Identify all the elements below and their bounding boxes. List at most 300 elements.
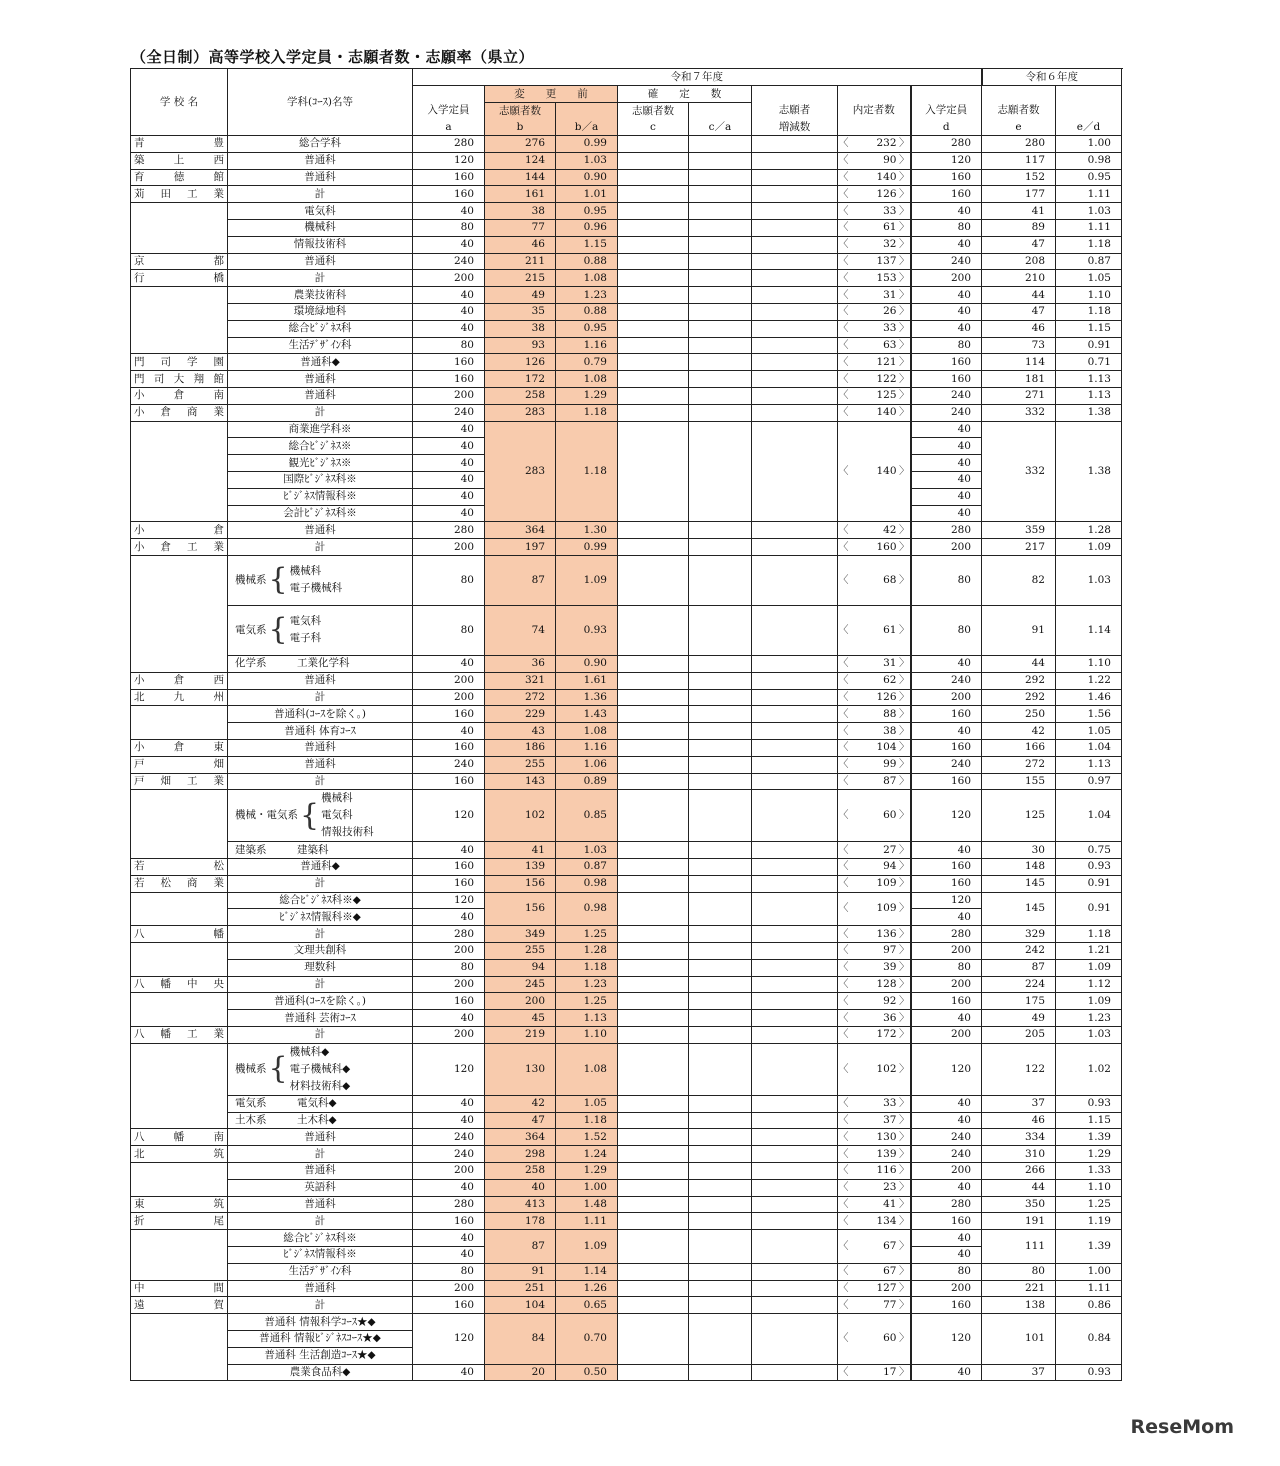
table-cell: 160 — [911, 706, 982, 723]
table-cell: 1.11 — [1056, 186, 1122, 203]
col-dept: 学科(ｺｰｽ)名等 — [228, 69, 413, 136]
table-cell — [689, 320, 752, 337]
table-cell: 47 — [982, 303, 1056, 320]
table-cell: 0.98 — [1056, 152, 1122, 169]
table-row — [131, 1364, 1122, 1381]
table-cell: 八幡 — [131, 926, 228, 943]
table-cell — [689, 1129, 752, 1146]
table-cell: 200 — [485, 993, 556, 1010]
table-cell: 1.05 — [1056, 723, 1122, 740]
header-cell: e／d — [1056, 119, 1122, 136]
table-cell: 電気系 電気科◆ — [228, 1095, 413, 1112]
table-row — [131, 790, 1122, 842]
table-cell — [618, 320, 689, 337]
table-cell: 217 — [982, 539, 1056, 556]
table-cell: 280 — [413, 926, 485, 943]
table-cell: 120 — [911, 790, 982, 842]
table-cell: 160 — [413, 371, 485, 388]
table-cell: 1.23 — [1056, 1010, 1122, 1027]
table-cell: 80 — [413, 555, 485, 605]
table-cell: 94 — [485, 959, 556, 976]
table-cell: 160 — [413, 186, 485, 203]
table-cell — [752, 706, 838, 723]
table-cell: 160 — [413, 773, 485, 790]
table-cell — [752, 522, 838, 539]
table-cell — [752, 892, 838, 926]
table-cell: 遠賀 — [131, 1297, 228, 1314]
table-cell — [689, 892, 752, 926]
table-cell: 276 — [485, 136, 556, 153]
table-cell: 1.14 — [556, 1263, 618, 1280]
table-cell: 40 — [911, 1112, 982, 1129]
table-cell: 120 — [911, 152, 982, 169]
table-cell — [752, 842, 838, 859]
table-cell — [752, 371, 838, 388]
table-cell: 普通科(ｺｰｽを除く。) — [228, 993, 413, 1010]
table-cell: 255 — [485, 943, 556, 960]
table-row — [131, 287, 1122, 304]
table-cell: 40 — [911, 1364, 982, 1381]
table-cell — [618, 1280, 689, 1297]
table-cell: 1.00 — [556, 1179, 618, 1196]
table-cell — [618, 1196, 689, 1213]
table-cell — [131, 471, 228, 488]
table-cell — [689, 1263, 752, 1280]
table-cell — [618, 723, 689, 740]
table-cell — [689, 739, 752, 756]
table-cell: ﾋﾞｼﾞﾈｽ情報科※◆ — [228, 909, 413, 926]
table-cell — [618, 1230, 689, 1264]
table-cell: 43 — [485, 723, 556, 740]
table-cell: 1.30 — [556, 522, 618, 539]
table-cell — [752, 421, 838, 522]
table-cell: 37 — [982, 1364, 1056, 1381]
table-cell: 1.08 — [556, 371, 618, 388]
table-cell: 1.05 — [556, 1095, 618, 1112]
table-cell: 〈 130 〉 — [838, 1129, 911, 1146]
table-cell: 245 — [485, 976, 556, 993]
table-cell: 200 — [413, 539, 485, 556]
table-cell — [618, 1163, 689, 1180]
table-cell: 240 — [911, 253, 982, 270]
table-cell: ﾋﾞｼﾞﾈｽ情報科※ — [228, 1247, 413, 1264]
table-cell: 機械・電気系 { 機械科 電気科 情報技術科 — [228, 790, 413, 842]
table-cell: 1.38 — [1056, 404, 1122, 421]
table-cell: 1.10 — [1056, 655, 1122, 672]
table-cell: 160 — [413, 739, 485, 756]
table-cell: 364 — [485, 522, 556, 539]
site-logo: ReseMom — [1130, 1416, 1234, 1438]
table-cell — [752, 605, 838, 655]
col-before: 変 更 前 — [485, 86, 618, 103]
table-cell: 280 — [413, 522, 485, 539]
table-cell: 200 — [911, 1280, 982, 1297]
table-cell: 160 — [413, 993, 485, 1010]
table-cell — [689, 337, 752, 354]
table-cell: 166 — [982, 739, 1056, 756]
table-cell: 200 — [911, 943, 982, 960]
table-cell: 160 — [911, 739, 982, 756]
header-cell — [838, 86, 911, 103]
table-cell: 125 — [982, 790, 1056, 842]
table-cell — [752, 1095, 838, 1112]
table-cell: 49 — [982, 1010, 1056, 1027]
table-cell — [752, 1179, 838, 1196]
table-cell: 120 — [413, 152, 485, 169]
table-cell — [689, 287, 752, 304]
table-cell — [752, 859, 838, 876]
table-cell — [131, 1314, 228, 1331]
table-cell: 普通科 — [228, 756, 413, 773]
table-cell: 0.95 — [556, 320, 618, 337]
header-cell: 志願者数 — [982, 103, 1056, 120]
table-cell: 0.87 — [1056, 253, 1122, 270]
table-cell: 89 — [982, 219, 1056, 236]
table-cell — [689, 993, 752, 1010]
table-cell: 計 — [228, 976, 413, 993]
table-cell: 215 — [485, 270, 556, 287]
table-cell: 177 — [982, 186, 1056, 203]
table-cell: 160 — [413, 354, 485, 371]
table-row — [131, 773, 1122, 790]
table-cell — [689, 756, 752, 773]
table-cell: 〈 140 〉 — [838, 404, 911, 421]
table-cell — [752, 993, 838, 1010]
table-cell: 東筑 — [131, 1196, 228, 1213]
table-cell: 門司大翔館 — [131, 371, 228, 388]
table-cell: 349 — [485, 926, 556, 943]
table-cell: 〈 61 〉 — [838, 219, 911, 236]
table-cell: 40 — [911, 203, 982, 220]
table-cell: 〈 68 〉 — [838, 555, 911, 605]
table-row — [131, 1280, 1122, 1297]
table-cell: 80 — [911, 555, 982, 605]
table-cell: 〈 31 〉 — [838, 287, 911, 304]
table-cell: 160 — [413, 706, 485, 723]
table-cell: 小倉南 — [131, 387, 228, 404]
table-cell: 155 — [982, 773, 1056, 790]
table-cell: 1.08 — [556, 270, 618, 287]
table-row — [131, 1112, 1122, 1129]
header-cell: b — [485, 119, 556, 136]
table-cell — [131, 1043, 228, 1095]
table-cell — [131, 892, 228, 909]
table-cell — [618, 371, 689, 388]
table-cell — [131, 1263, 228, 1280]
table-cell: 224 — [982, 976, 1056, 993]
table-cell: 280 — [413, 136, 485, 153]
table-cell: 〈 41 〉 — [838, 1196, 911, 1213]
table-cell — [689, 959, 752, 976]
table-cell: 折尾 — [131, 1213, 228, 1230]
table-cell: 〈 27 〉 — [838, 842, 911, 859]
table-cell: 200 — [911, 689, 982, 706]
table-row — [131, 859, 1122, 876]
table-cell — [618, 739, 689, 756]
table-cell: 40 — [485, 1179, 556, 1196]
table-cell: 321 — [485, 672, 556, 689]
table-cell: 京都 — [131, 253, 228, 270]
table-row — [131, 337, 1122, 354]
table-cell: 1.11 — [556, 1213, 618, 1230]
table-cell: 138 — [982, 1297, 1056, 1314]
table-cell: 40 — [911, 236, 982, 253]
table-cell: 1.18 — [556, 404, 618, 421]
table-cell — [752, 1364, 838, 1381]
table-cell: 211 — [485, 253, 556, 270]
table-cell: 102 — [485, 790, 556, 842]
table-cell: 200 — [413, 672, 485, 689]
table-cell: 40 — [413, 303, 485, 320]
table-cell — [752, 186, 838, 203]
table-cell — [618, 706, 689, 723]
table-cell: 生活ﾃﾞｻﾞｲﾝ科 — [228, 1263, 413, 1280]
table-cell — [689, 689, 752, 706]
table-cell: 北九州 — [131, 689, 228, 706]
table-cell: 200 — [911, 1163, 982, 1180]
table-cell: 178 — [485, 1213, 556, 1230]
table-cell: 111 — [982, 1230, 1056, 1264]
table-cell: 1.16 — [556, 739, 618, 756]
table-cell: 255 — [485, 756, 556, 773]
table-cell — [618, 203, 689, 220]
table-cell — [131, 959, 228, 976]
table-cell: 145 — [982, 875, 1056, 892]
table-cell: 40 — [911, 488, 982, 505]
table-cell: 1.15 — [556, 236, 618, 253]
table-cell: 1.36 — [556, 689, 618, 706]
table-cell: 172 — [485, 371, 556, 388]
table-row — [131, 320, 1122, 337]
header-cell — [1056, 86, 1122, 103]
table-cell: 20 — [485, 1364, 556, 1381]
table-cell — [689, 136, 752, 153]
table-cell — [131, 1247, 228, 1264]
table-cell: 〈 61 〉 — [838, 605, 911, 655]
table-cell: 普通科 — [228, 253, 413, 270]
table-cell: 〈 160 〉 — [838, 539, 911, 556]
table-cell: 1.09 — [1056, 959, 1122, 976]
table-cell: 120 — [911, 1043, 982, 1095]
table-cell — [618, 993, 689, 1010]
table-cell: 258 — [485, 387, 556, 404]
table-cell: 普通科 情報科学ｺｰｽ★◆ — [228, 1314, 413, 1331]
table-cell: 181 — [982, 371, 1056, 388]
table-cell: 1.21 — [1056, 943, 1122, 960]
table-cell — [752, 1146, 838, 1163]
table-cell: 〈 126 〉 — [838, 186, 911, 203]
table-cell: 40 — [413, 471, 485, 488]
table-cell: 1.10 — [1056, 1179, 1122, 1196]
table-cell — [752, 723, 838, 740]
header-cell: b／a — [556, 119, 618, 136]
table-cell: 戸畑 — [131, 756, 228, 773]
table-cell — [618, 605, 689, 655]
table-row — [131, 203, 1122, 220]
table-cell: 機械系 { 機械科 電子機械科 — [228, 555, 413, 605]
table-cell: 87 — [982, 959, 1056, 976]
table-cell: 〈 60 〉 — [838, 790, 911, 842]
table-cell: 283 — [485, 404, 556, 421]
table-cell: 0.98 — [556, 892, 618, 926]
table-cell — [689, 1297, 752, 1314]
table-cell: 〈 232 〉 — [838, 136, 911, 153]
table-cell — [131, 421, 228, 438]
col-confirmed: 確 定 数 — [618, 86, 752, 103]
table-cell: 〈 104 〉 — [838, 739, 911, 756]
table-cell: 200 — [413, 1280, 485, 1297]
table-cell: 80 — [911, 219, 982, 236]
table-cell — [618, 287, 689, 304]
table-cell — [618, 136, 689, 153]
table-cell: 1.12 — [1056, 976, 1122, 993]
table-row — [131, 522, 1122, 539]
table-cell — [618, 219, 689, 236]
table-cell: 〈 137 〉 — [838, 253, 911, 270]
table-cell: 〈 33 〉 — [838, 203, 911, 220]
table-cell: 1.38 — [1056, 421, 1122, 522]
table-row — [131, 270, 1122, 287]
table-cell — [689, 270, 752, 287]
table-cell: 普通科 生活創造ｺｰｽ★◆ — [228, 1347, 413, 1364]
table-cell: 117 — [982, 152, 1056, 169]
table-cell: 272 — [485, 689, 556, 706]
table-cell: 280 — [982, 136, 1056, 153]
table-cell: 334 — [982, 1129, 1056, 1146]
table-cell — [689, 539, 752, 556]
table-cell — [752, 404, 838, 421]
table-cell: 35 — [485, 303, 556, 320]
table-cell — [689, 1364, 752, 1381]
table-cell: 〈 90 〉 — [838, 152, 911, 169]
table-cell: 1.02 — [1056, 1043, 1122, 1095]
table-cell — [689, 219, 752, 236]
header-cell: c — [618, 119, 689, 136]
table-cell: 120 — [911, 1314, 982, 1364]
table-cell — [131, 320, 228, 337]
table-cell — [618, 790, 689, 842]
table-row — [131, 253, 1122, 270]
table-cell: 会計ﾋﾞｼﾞﾈｽ科※ — [228, 505, 413, 522]
table-cell — [618, 421, 689, 522]
table-cell: 1.04 — [1056, 739, 1122, 756]
table-cell: 1.46 — [1056, 689, 1122, 706]
table-cell: 〈 63 〉 — [838, 337, 911, 354]
table-cell: 総合学科 — [228, 136, 413, 153]
table-row — [131, 169, 1122, 186]
table-cell — [131, 287, 228, 304]
table-cell — [618, 337, 689, 354]
table-cell: 〈 62 〉 — [838, 672, 911, 689]
col-r7: 令和７年度 — [413, 69, 982, 86]
header-cell: 増減数 — [752, 119, 838, 136]
table-cell: 219 — [485, 1027, 556, 1044]
table-row — [131, 555, 1122, 605]
table-cell: 〈 153 〉 — [838, 270, 911, 287]
table-row — [131, 1179, 1122, 1196]
table-cell: 160 — [911, 993, 982, 1010]
table-cell: 普通科◆ — [228, 354, 413, 371]
table-cell: 普通科 — [228, 1196, 413, 1213]
table-cell: 40 — [911, 455, 982, 472]
table-cell: 40 — [413, 1230, 485, 1247]
table-row — [131, 672, 1122, 689]
table-cell: 359 — [982, 522, 1056, 539]
table-cell: 1.29 — [1056, 1146, 1122, 1163]
table-row — [131, 1043, 1122, 1095]
table-cell: 1.11 — [1056, 1280, 1122, 1297]
table-row — [131, 371, 1122, 388]
table-cell — [752, 976, 838, 993]
table-cell — [618, 1364, 689, 1381]
table-cell — [752, 1314, 838, 1364]
table-cell — [689, 926, 752, 943]
table-cell: 1.23 — [556, 287, 618, 304]
table-cell: 40 — [413, 655, 485, 672]
table-cell: 200 — [413, 1027, 485, 1044]
table-cell: 240 — [413, 1129, 485, 1146]
table-cell: 191 — [982, 1213, 1056, 1230]
table-cell — [131, 655, 228, 672]
table-cell: 1.56 — [1056, 706, 1122, 723]
table-cell: 計 — [228, 926, 413, 943]
table-cell: 200 — [911, 270, 982, 287]
table-cell: 普通科 — [228, 739, 413, 756]
table-cell: 〈 99 〉 — [838, 756, 911, 773]
table-cell — [689, 1043, 752, 1095]
table-cell: 80 — [413, 219, 485, 236]
table-cell: 商業進学科※ — [228, 421, 413, 438]
table-cell: 1.25 — [1056, 1196, 1122, 1213]
table-cell: 91 — [485, 1263, 556, 1280]
table-cell — [752, 689, 838, 706]
table-cell: 80 — [911, 605, 982, 655]
table-row — [131, 1297, 1122, 1314]
table-cell: 120 — [911, 892, 982, 909]
table-cell — [689, 522, 752, 539]
table-cell: 87 — [485, 1230, 556, 1264]
table-cell: 160 — [413, 859, 485, 876]
table-cell: 1.14 — [1056, 605, 1122, 655]
table-cell — [752, 959, 838, 976]
table-cell: 40 — [911, 655, 982, 672]
table-cell: 40 — [413, 1010, 485, 1027]
table-cell: 青豊 — [131, 136, 228, 153]
table-cell — [131, 790, 228, 842]
table-cell: 観光ﾋﾞｼﾞﾈｽ※ — [228, 455, 413, 472]
table-cell: 46 — [485, 236, 556, 253]
table-cell: 1.10 — [1056, 287, 1122, 304]
table-row — [131, 689, 1122, 706]
table-cell: 1.10 — [556, 1027, 618, 1044]
table-cell: 〈 102 〉 — [838, 1043, 911, 1095]
table-cell: 200 — [911, 539, 982, 556]
table-cell: 1.33 — [1056, 1163, 1122, 1180]
table-cell: 1.03 — [1056, 1027, 1122, 1044]
table-cell — [131, 1112, 228, 1129]
table-cell: 200 — [413, 943, 485, 960]
table-cell: 〈 87 〉 — [838, 773, 911, 790]
table-cell — [618, 555, 689, 605]
table-cell: 0.91 — [1056, 337, 1122, 354]
table-cell: 332 — [982, 421, 1056, 522]
table-cell: 1.26 — [556, 1280, 618, 1297]
table-cell: 小倉工業 — [131, 539, 228, 556]
table-cell: 0.50 — [556, 1364, 618, 1381]
table-cell: 八幡南 — [131, 1129, 228, 1146]
table-body — [131, 136, 1122, 1381]
table-cell: 73 — [982, 337, 1056, 354]
